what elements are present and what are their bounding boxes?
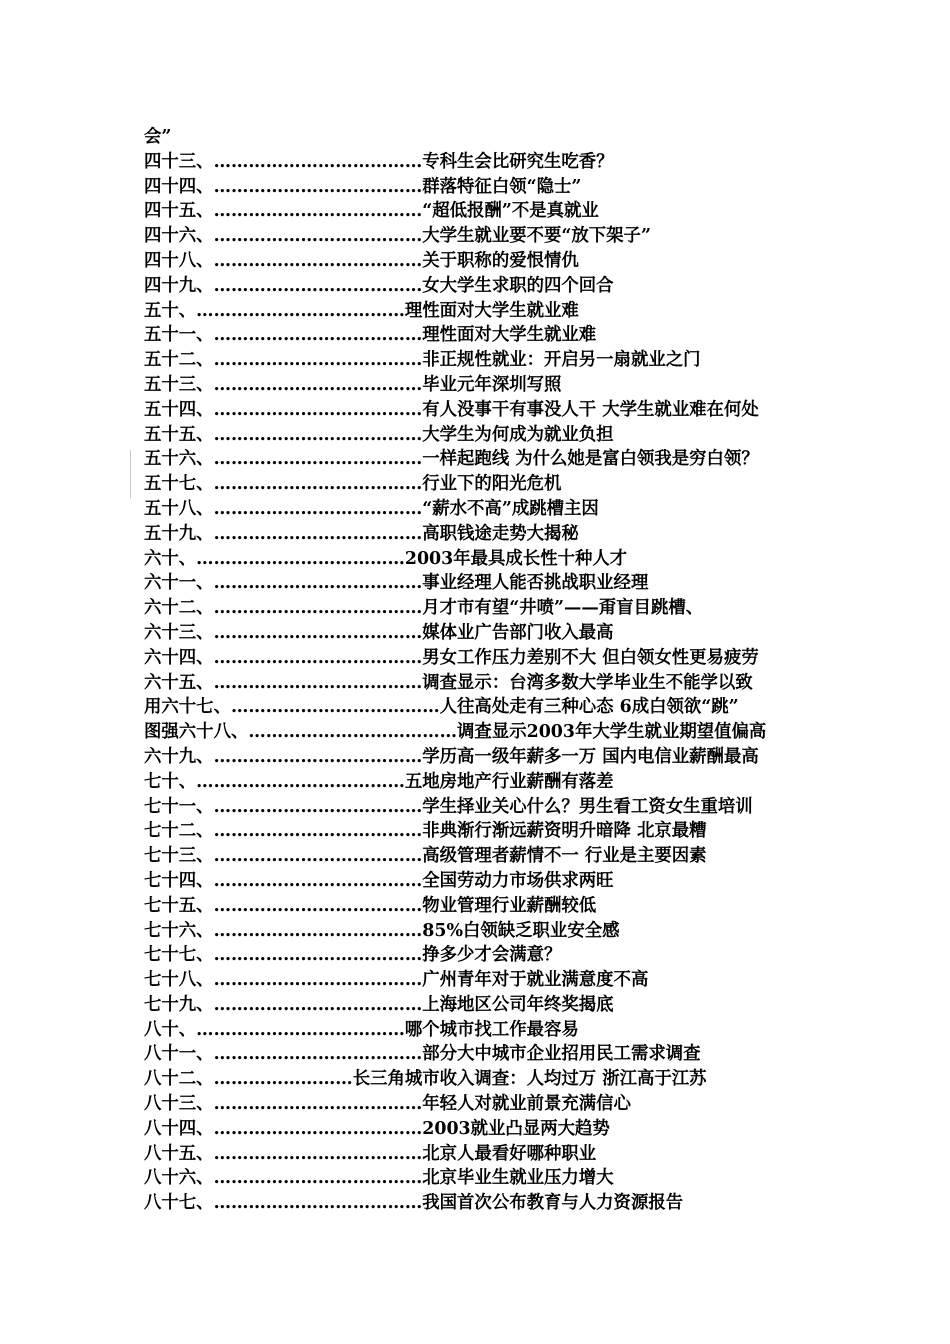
toc-line: 五十五、………………………………大学生为何成为就业负担 [144, 424, 614, 445]
toc-line: 五十七、………………………………行业下的阳光危机 [144, 474, 562, 495]
toc-line: 五十六、………………………………一样起跑线 为什么她是富白领我是穷白领？ [144, 449, 759, 470]
toc-line: 四十三、………………………………专科生会比研究生吃香？ [144, 151, 614, 172]
toc-line: 六十四、………………………………男女工作压力差别不大 但白领女性更易疲劳 [144, 647, 759, 668]
toc-line: 七十八、………………………………广州青年对于就业满意度不高 [144, 970, 649, 991]
toc-line: 五十九、………………………………高职钱途走势大揭秘 [144, 523, 579, 544]
toc-line: 七十二、………………………………非典渐行渐远薪资明升暗降 北京最糟 [144, 821, 707, 842]
toc-line: 四十四、………………………………群落特征白领“隐士” [144, 176, 582, 197]
toc-line: 六十、………………………………2003年最具成长性十种人才 [144, 548, 628, 569]
toc-line: 四十六、………………………………大学生就业要不要“放下架子” [144, 226, 651, 247]
toc-line: 六十三、………………………………媒体业广告部门收入最高 [144, 622, 614, 643]
toc-line: 四十八、………………………………关于职称的爱恨情仇 [144, 250, 579, 271]
toc-line: 会” [144, 127, 172, 147]
toc-line: 八十六、………………………………北京毕业生就业压力增大 [144, 1168, 614, 1189]
toc-line: 八十四、………………………………2003就业凸显两大趋势 [144, 1118, 610, 1139]
toc-line: 八十五、………………………………北京人最看好哪种职业 [144, 1143, 597, 1164]
toc-line: 四十五、………………………………“超低报酬”不是真就业 [144, 201, 599, 222]
toc-line: 六十五、………………………………调查显示：台湾多数大学毕业生不能学以致 [144, 672, 753, 693]
toc-line: 四十九、………………………………女大学生求职的四个回合 [144, 275, 614, 296]
toc-line: 七十九、………………………………上海地区公司年终奖揭底 [144, 994, 614, 1015]
toc-line: 八十、………………………………哪个城市找工作最容易 [144, 1019, 579, 1040]
toc-line: 五十二、………………………………非正规性就业：开启另一扇就业之门 [144, 350, 701, 371]
toc-line: 七十一、………………………………学生择业关心什么？男生看工资女生重培训 [144, 796, 753, 817]
toc-line: 八十二、……………………长三角城市收入调查：人均过万 浙江高于江苏 [144, 1069, 707, 1090]
toc-line: 五十一、………………………………理性面对大学生就业难 [144, 325, 597, 346]
toc-line: 六十一、………………………………事业经理人能否挑战职业经理 [144, 573, 649, 594]
toc-line: 七十六、………………………………85%白领缺乏职业安全感 [144, 920, 620, 941]
margin-mark [130, 450, 131, 498]
toc-line: 七十五、………………………………物业管理行业薪酬较低 [144, 895, 597, 916]
toc-line: 五十四、………………………………有人没事干有事没人干 大学生就业难在何处 [144, 399, 759, 420]
toc-line: 用六十七、………………………………人往高处走有三种心态 6成白领欲“跳” [144, 697, 739, 718]
toc-line: 八十七、………………………………我国首次公布教育与人力资源报告 [144, 1193, 684, 1214]
toc-line: 六十九、………………………………学历高一级年薪多一万 国内电信业薪酬最高 [144, 746, 759, 767]
toc-line: 六十二、………………………………月才市有望“井喷”——甭盲目跳槽、 [144, 598, 704, 619]
toc-line: 五十三、………………………………毕业元年深圳写照 [144, 374, 562, 395]
toc-line: 五十、………………………………理性面对大学生就业难 [144, 300, 579, 321]
toc-line: 七十四、………………………………全国劳动力市场供求两旺 [144, 870, 614, 891]
table-of-contents [144, 125, 834, 1216]
toc-line: 八十三、………………………………年轻人对就业前景充满信心 [144, 1094, 631, 1115]
toc-line: 五十八、………………………………“薪水不高”成跳槽主因 [144, 498, 599, 519]
toc-line: 七十七、………………………………挣多少才会满意？ [144, 945, 562, 966]
toc-line: 图强六十八、………………………………调查显示2003年大学生就业期望值偏高 [144, 722, 767, 743]
toc-line: 八十一、………………………………部分大中城市企业招用民工需求调查 [144, 1044, 701, 1065]
toc-line: 七十、………………………………五地房地产行业薪酬有落差 [144, 771, 614, 792]
toc-line: 七十三、………………………………高级管理者薪情不一 行业是主要因素 [144, 846, 707, 867]
